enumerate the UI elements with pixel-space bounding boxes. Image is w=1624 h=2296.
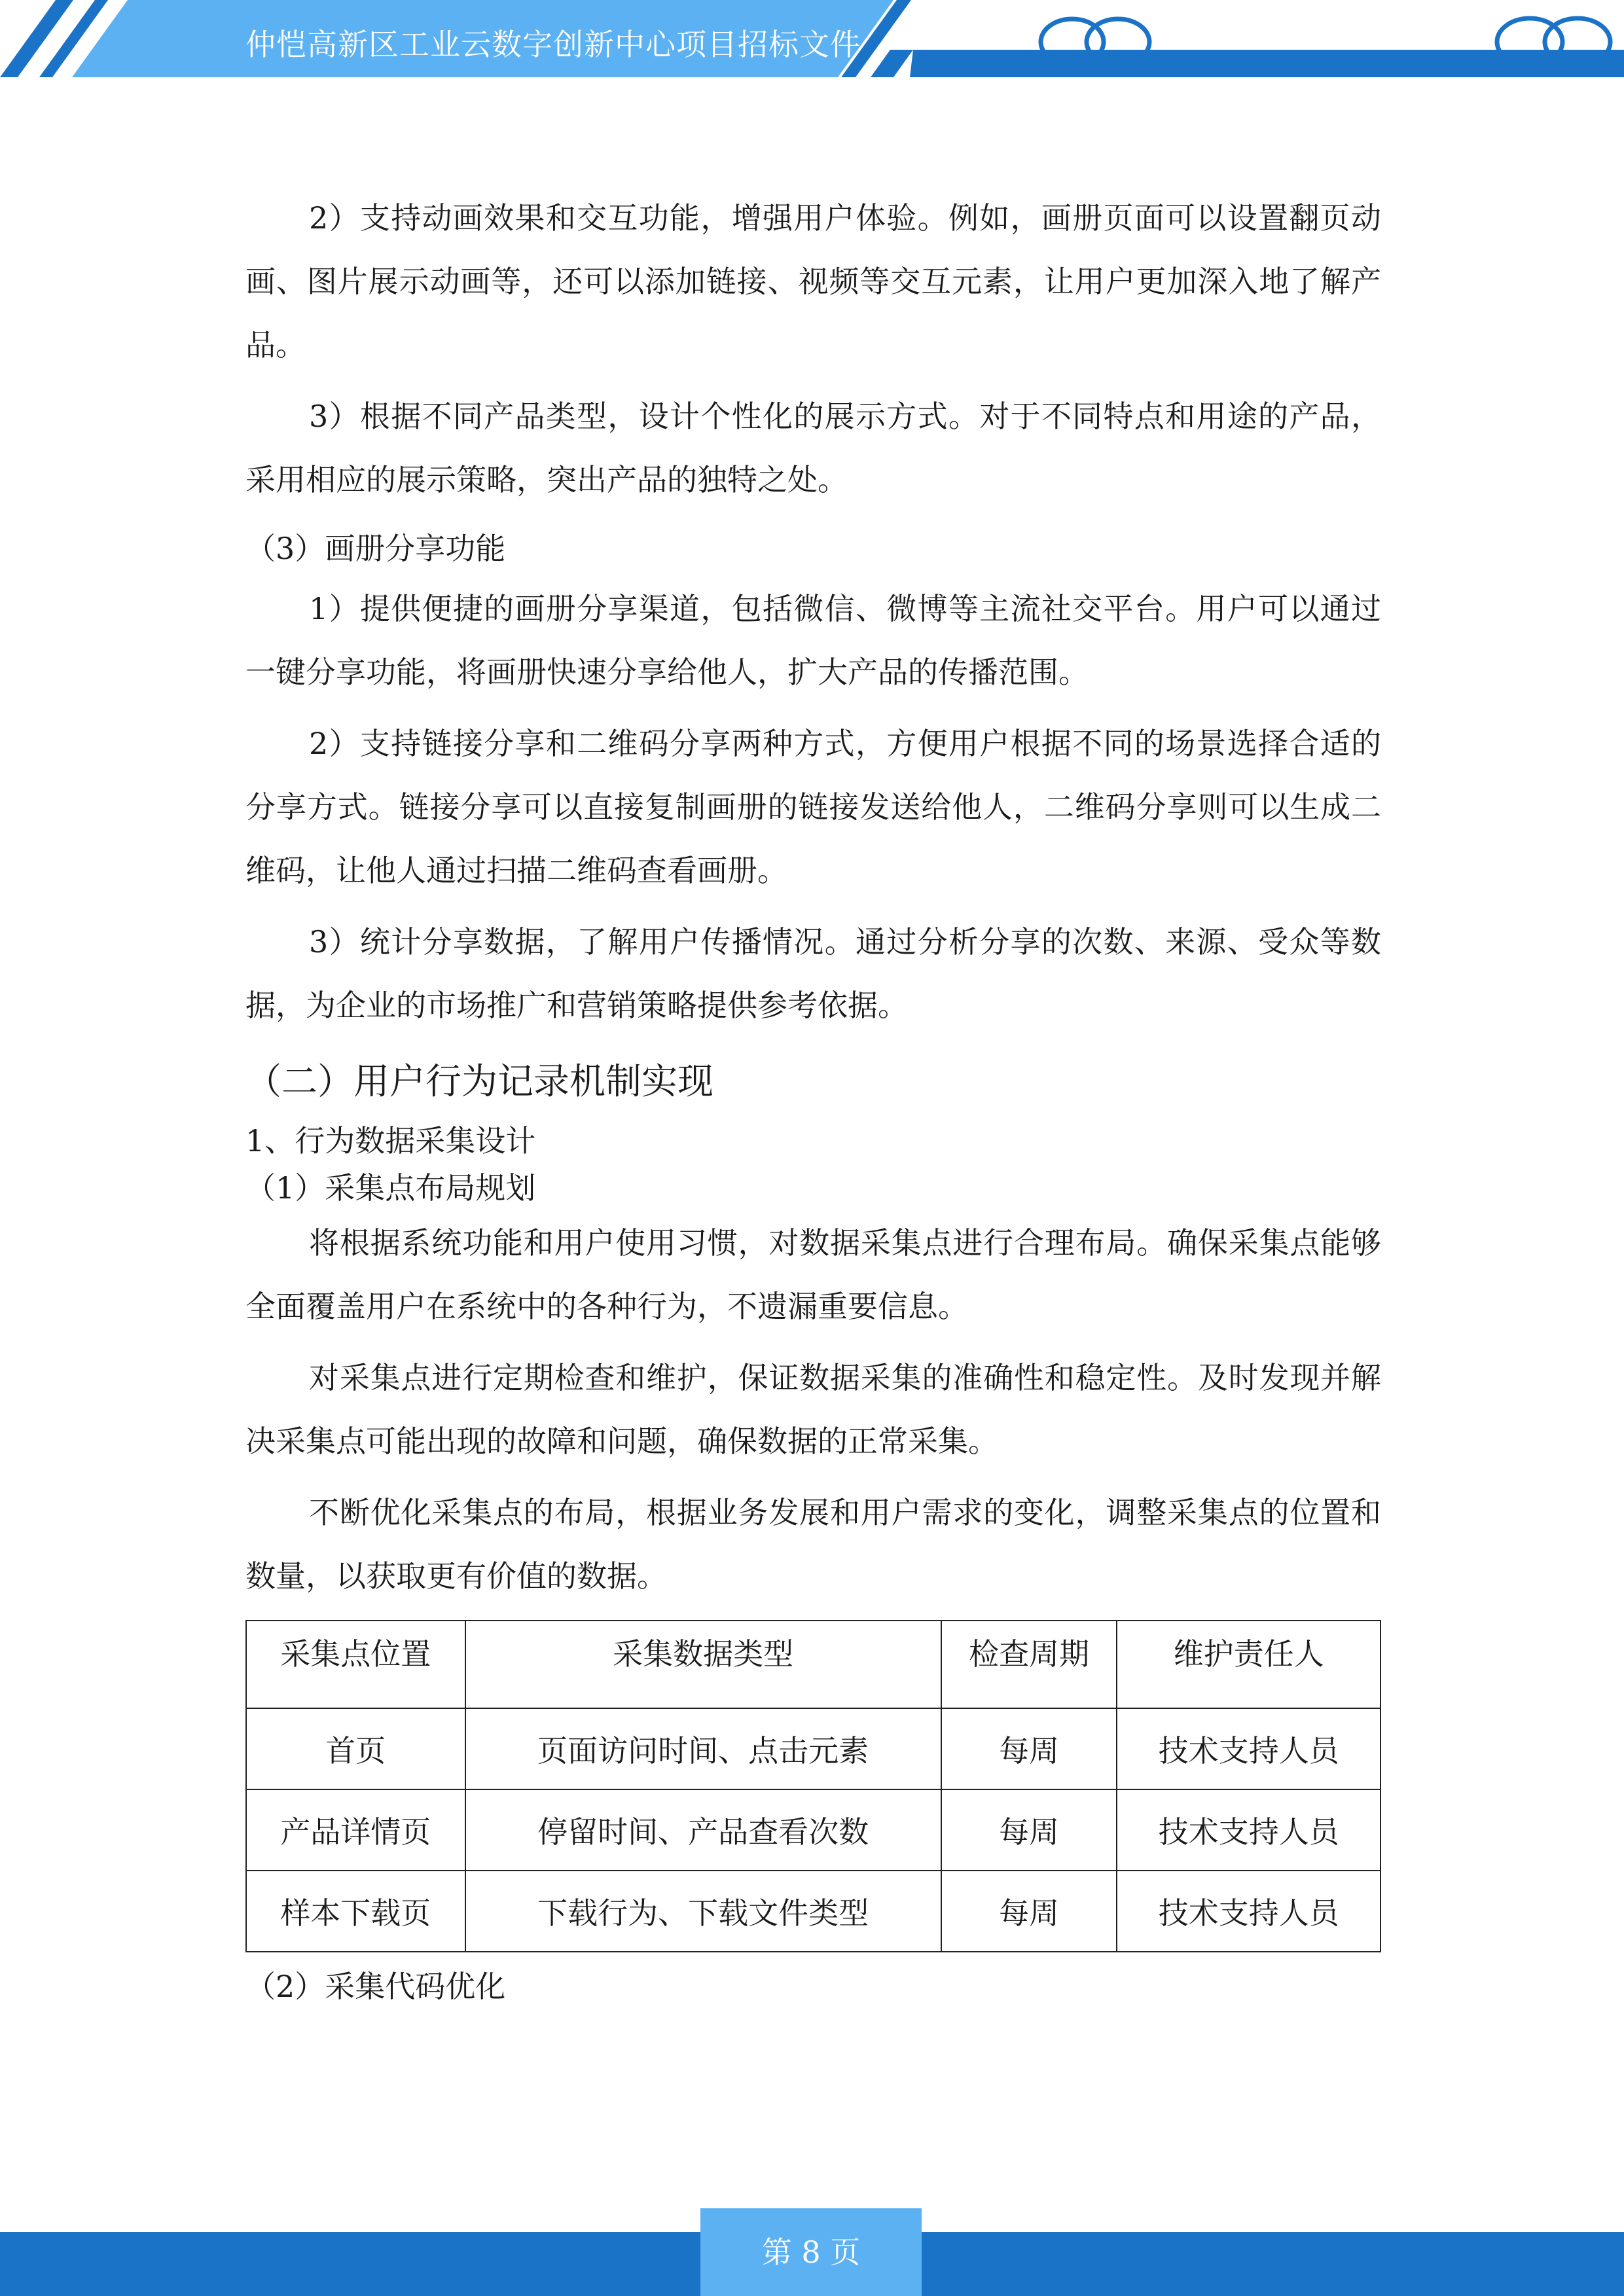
column-header: 维护责任人 [1117,1621,1380,1708]
section-heading: （二）用户行为记录机制实现 [245,1060,714,1102]
table-row [246,1789,1380,1871]
table-cell: 技术支持人员 [1117,1708,1380,1789]
column-header: 采集点位置 [246,1621,465,1708]
paragraph: 不断优化采集点的布局，根据业务发展和用户需求的变化，调整采集点的位置和数量，以获取更有价值的数据。 [245,1495,1381,1594]
column-header: 检查周期 [941,1621,1117,1708]
column-header: 采集数据类型 [465,1621,941,1708]
paragraph: 2）支持动画效果和交互功能，增强用户体验。例如，画册页面可以设置翻页动画、图片展示动画等，还可以添加链接、视频等交互元素，让用户更加深入地了解产品。 [245,200,1381,363]
table-cell: 产品详情页 [246,1789,465,1871]
table-cell: 每周 [941,1871,1117,1952]
table-cell: 页面访问时间、点击元素 [465,1708,941,1789]
table-cell: 停留时间、产品查看次数 [465,1789,941,1871]
table-cell: 样本下载页 [246,1871,465,1952]
subsection-heading: （1）采集点布局规划 [245,1170,536,1206]
document-title: 仲恺高新区工业云数字创新中心项目招标文件 [245,27,861,62]
table-row [246,1708,1380,1789]
table-cell: 每周 [941,1789,1117,1871]
page-footer [0,2232,1624,2296]
subsection-heading: 1、行为数据采集设计 [245,1123,536,1158]
paragraph: 3）根据不同产品类型，设计个性化的展示方式。对于不同特点和用途的产品，采用相应的展示策略，突出产品的独特之处。 [245,399,1381,497]
paragraph: 将根据系统功能和用户使用习惯，对数据采集点进行合理布局。确保采集点能够全面覆盖用户在系统中的各种行为，不遗漏重要信息。 [245,1225,1381,1324]
table-cell: 下载行为、下载文件类型 [465,1871,941,1952]
paragraph: 对采集点进行定期检查和维护，保证数据采集的准确性和稳定性。及时发现并解决采集点可能出现的故障和问题，确保数据的正常采集。 [245,1360,1381,1459]
table-cell: 技术支持人员 [1117,1789,1380,1871]
paragraph: 1）提供便捷的画册分享渠道，包括微信、微博等主流社交平台。用户可以通过一键分享功能，将画册快速分享给他人，扩大产品的传播范围。 [245,591,1381,690]
paragraph: 2）支持链接分享和二维码分享两种方式，方便用户根据不同的场景选择合适的分享方式。链接分享可以直接复制画册的链接发送给他人，二维码分享则可以生成二维码，让他人通过扫描二维码查看画册。 [245,726,1381,888]
table-header-row [246,1621,1380,1708]
page-number: 第 8 页 [700,2208,922,2296]
page-content [245,187,1381,2015]
table-cell: 首页 [246,1708,465,1789]
page-header [0,0,1624,85]
paragraph: 3）统计分享数据，了解用户传播情况。通过分析分享的次数、来源、受众等数据，为企业的市场推广和营销策略提供参考依据。 [245,924,1381,1023]
table-cell: 每周 [941,1708,1117,1789]
subsection-heading: （3）画册分享功能 [245,531,506,566]
table-cell: 技术支持人员 [1117,1871,1380,1952]
subsection-heading: （2）采集代码优化 [245,1969,506,2004]
table-row [246,1871,1380,1952]
collection-point-table [245,1620,1381,1952]
